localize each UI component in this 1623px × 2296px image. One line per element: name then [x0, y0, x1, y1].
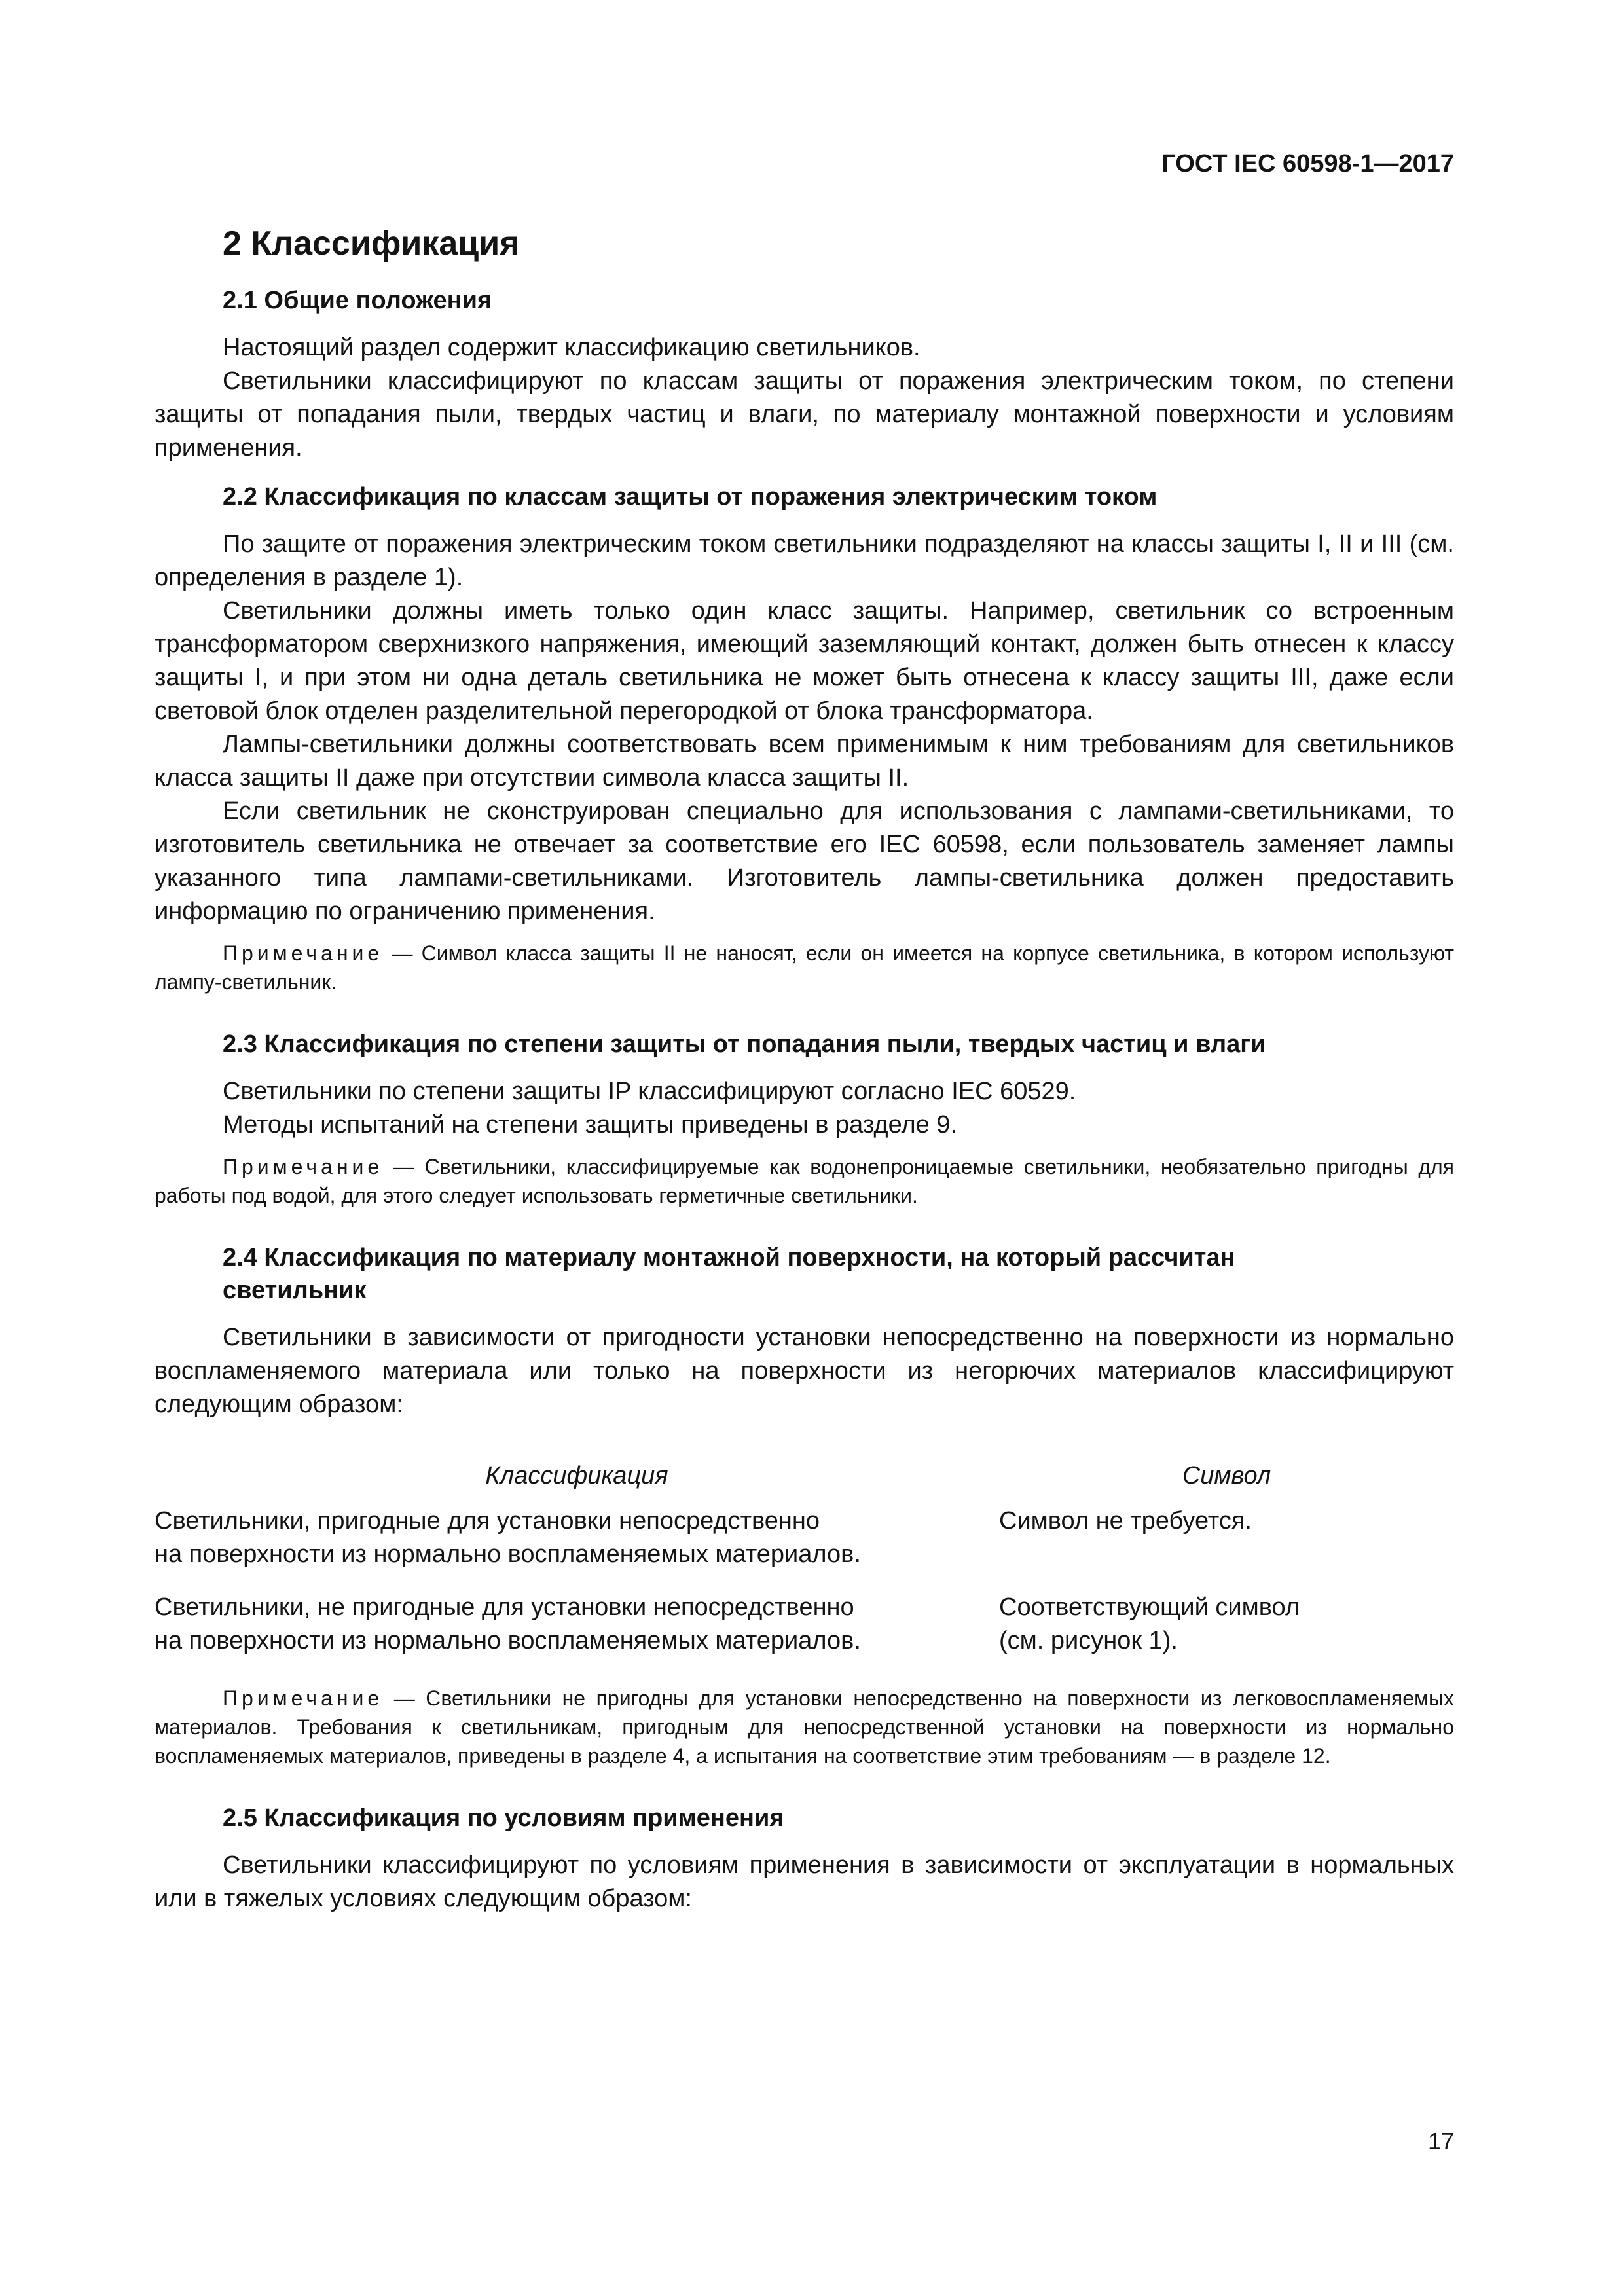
note-2-3	[155, 1152, 1454, 1210]
heading-2-4-line2: светильник	[223, 1277, 367, 1304]
heading-2-3: 2.3 Классификация по степени защиты от попадания пыли, твердых частиц и влаги	[223, 1030, 1266, 1058]
page-content	[155, 217, 1454, 1916]
paragraph-2-2-1: По защите от поражения электрическим током светильники подразделяют на классы защиты I, II и III (см. определения в разделе 1).	[155, 530, 1454, 591]
table-header-row	[155, 1459, 1454, 1504]
table-row	[155, 1504, 1454, 1591]
table-cell-classification: Светильники, не пригодные для установки непосредственно на поверхности из нормально воспламеняемых материалов.	[155, 1594, 861, 1654]
paragraph-2-1-2: Светильники классифицируют по классам защиты от поражения электрическим током, по степени защиты от попадания пыли, твердых частиц и влаги, по материалу монтажной поверхности и условиям применения.	[155, 367, 1454, 462]
note-label: Примечание	[223, 941, 384, 965]
heading-2-5: 2.5 Классификация по условиям применения	[223, 1804, 784, 1832]
note-2-4	[155, 1684, 1454, 1770]
column-header-classification: Классификация	[485, 1462, 668, 1489]
table-row	[155, 1591, 1454, 1677]
note-label: Примечание	[223, 1686, 384, 1710]
standard-designation: ГОСТ IEC 60598-1—2017	[1161, 150, 1454, 177]
note-label: Примечание	[223, 1155, 384, 1178]
page-number: 17	[1427, 2128, 1454, 2155]
table-cell-symbol: Соответствующий символ (см. рисунок 1).	[999, 1594, 1300, 1654]
paragraph-2-1-1: Настоящий раздел содержит классификацию светильников.	[223, 334, 921, 361]
paragraph-2-4-1: Светильники в зависимости от пригодности установки непосредственно на поверхности из нормально воспламеняемого материала или только на поверхности из негорючих материалов классифицируют следующим образом:	[155, 1324, 1454, 1418]
note-text: — Светильники не пригодны для установки непосредственно на поверхности из легковоспламеняемых материалов. Требования к светильникам, пригодным для непосредственной установки на поверхности из нормально воспламеняемых материалов, приведены в разделе 4, а испытания на соответствие этим требованиям — в разделе 12.	[155, 1686, 1454, 1768]
paragraph-2-3-1: Светильники по степени защиты IP классифицируют согласно IEC 60529.	[223, 1078, 1076, 1105]
heading-2-4-line1: 2.4 Классификация по материалу монтажной поверхности, на который рассчитан	[223, 1244, 1235, 1271]
paragraph-2-2-3: Лампы-светильники должны соответствовать всем применимым к ним требованиям для светильников класса защиты II даже при отсутствии символа класса защиты II.	[155, 731, 1454, 792]
classification-table	[155, 1459, 1454, 1677]
heading-2-4	[223, 1241, 1454, 1307]
table-cell-classification: Светильники, пригодные для установки непосредственно на поверхности из нормально воспламеняемых материалов.	[155, 1507, 861, 1568]
paragraph-2-2-4: Если светильник не сконструирован специально для использования с лампами-светильниками, то изготовитель светильника не отвечает за соответствие его IEC 60598, если пользователь заменяет лампы указанного типа лампами-светильниками. Изготовитель лампы-светильника должен предоставить информацию по ограничению применения.	[155, 797, 1454, 925]
paragraph-2-3-2: Методы испытаний на степени защиты приведены в разделе 9.	[223, 1111, 958, 1139]
heading-2-2: 2.2 Классификация по классам защиты от поражения электрическим током	[223, 483, 1158, 511]
table-cell-symbol: Символ не требуется.	[999, 1507, 1252, 1535]
note-text: — Символ класса защиты II не наносят, если он имеется на корпусе светильника, в котором используют лампу-светильник.	[155, 941, 1454, 994]
paragraph-2-2-2: Светильники должны иметь только один класс защиты. Например, светильник со встроенным трансформатором сверхнизкого напряжения, имеющий заземляющий контакт, должен быть отнесен к классу защиты I, и при этом ни одна деталь светильника не может быть отнесена к классу защиты III, даже если световой блок отделен разделительной перегородкой от блока трансформатора.	[155, 597, 1454, 725]
section-title: 2 Классификация	[223, 225, 520, 263]
note-text: — Светильники, классифицируемые как водонепроницаемые светильники, необязательно пригодны для работы под водой, для этого следует использовать герметичные светильники.	[155, 1155, 1454, 1207]
heading-2-1: 2.1 Общие положения	[223, 287, 492, 314]
paragraph-2-5-1: Светильники классифицируют по условиям применения в зависимости от эксплуатации в нормальных или в тяжелых условиях следующим образом:	[155, 1851, 1454, 1912]
column-header-symbol: Символ	[1182, 1462, 1271, 1489]
note-2-2	[155, 939, 1454, 996]
